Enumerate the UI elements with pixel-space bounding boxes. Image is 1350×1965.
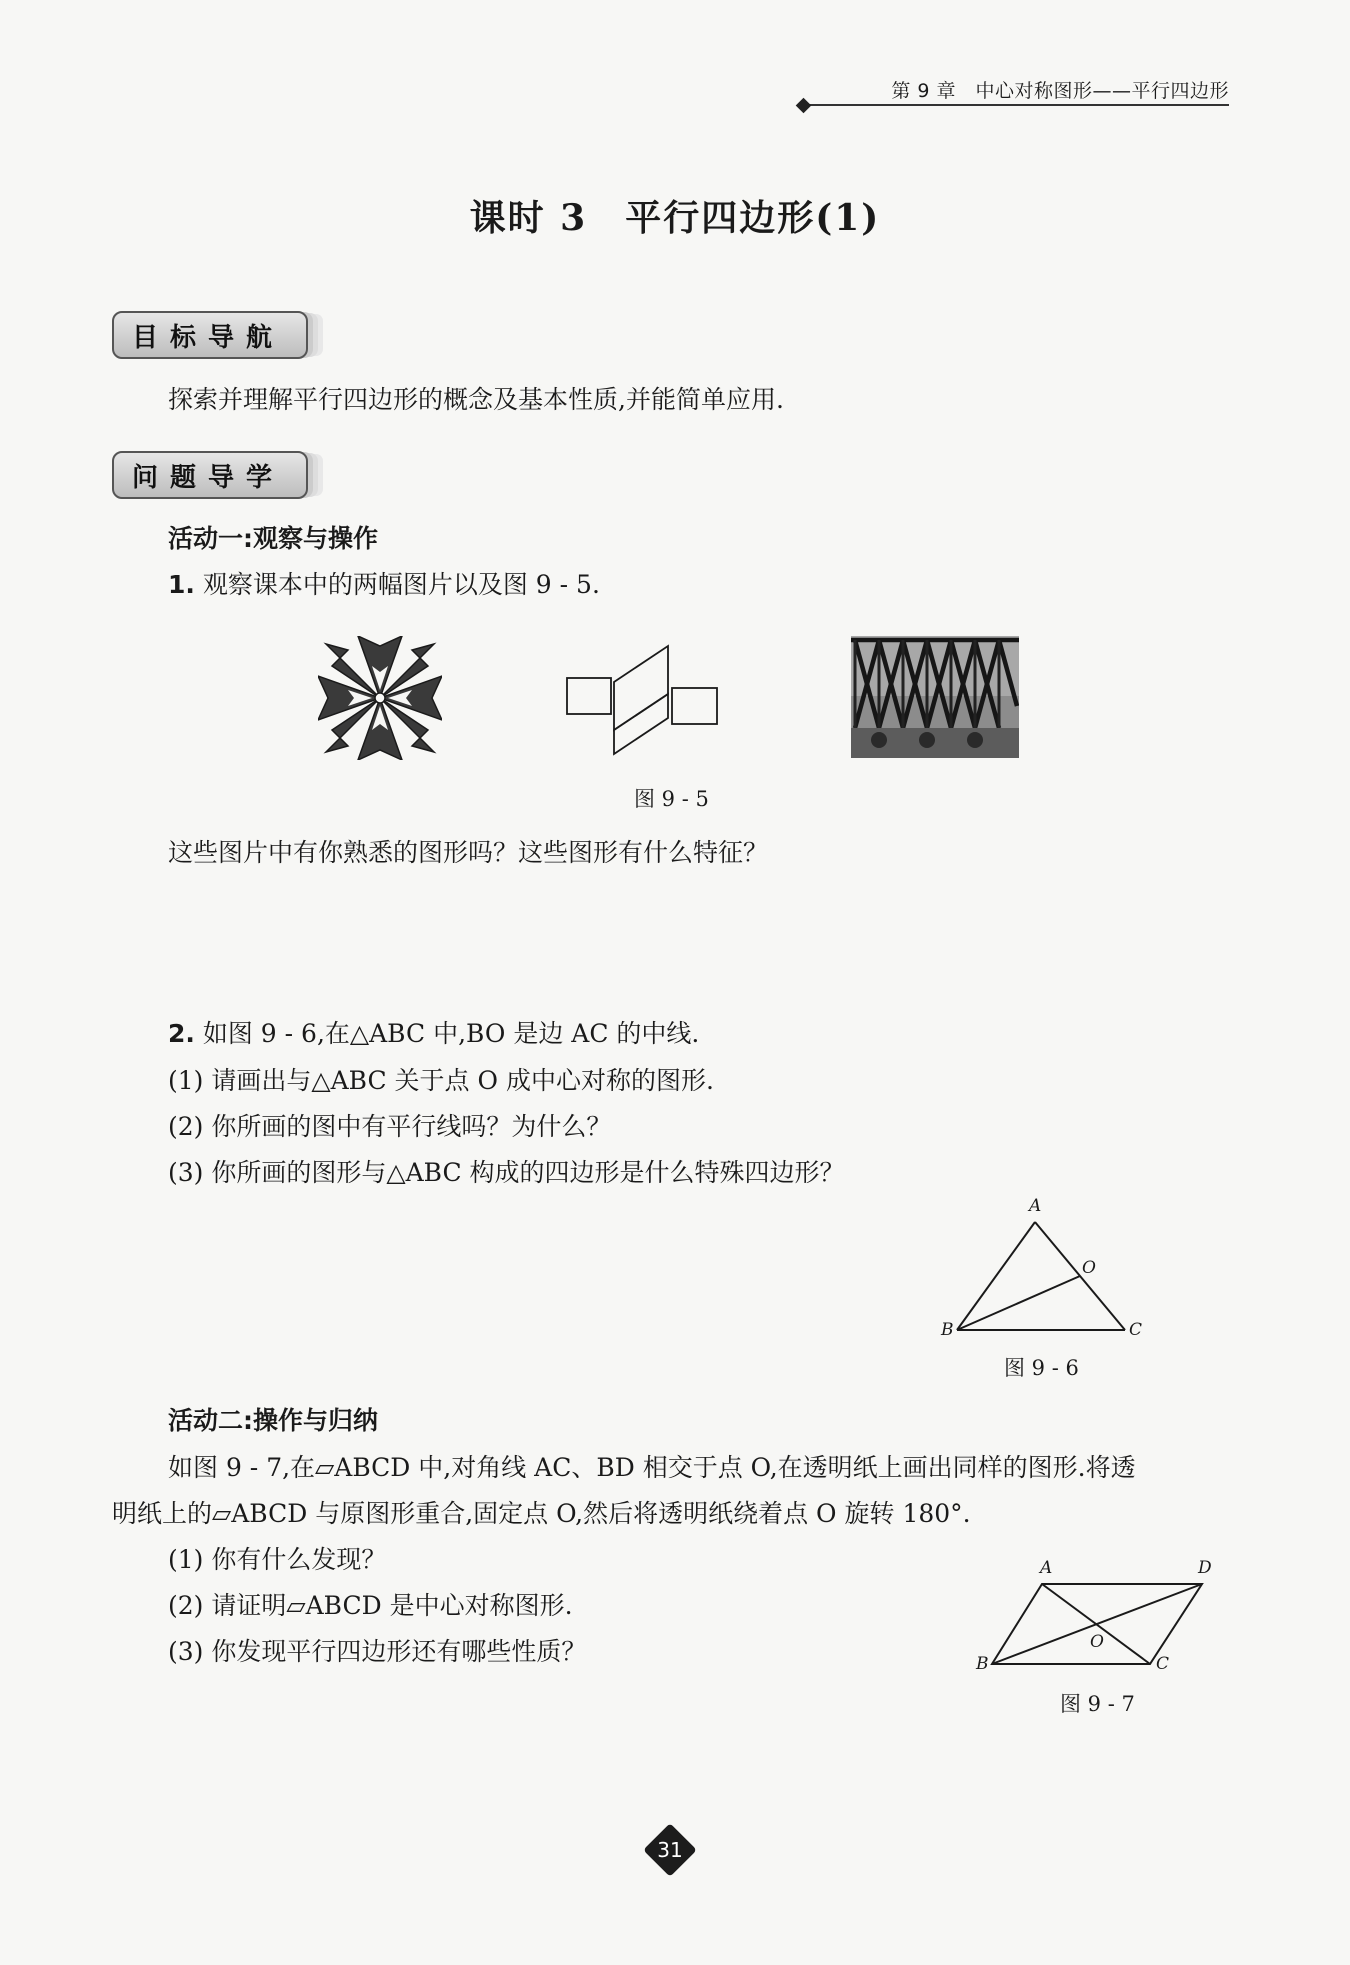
section-badge-study: 问题导学	[112, 451, 308, 499]
activity2-line-2: 明纸上的▱ABCD 与原图形重合,固定点 O,然后将透明纸绕着点 O 旋转 180°.	[112, 1499, 971, 1528]
activity2-sub-1: (1) 你有什么发现？	[168, 1545, 387, 1574]
running-head-text: 第 9 章 中心对称图形——平行四边形	[891, 80, 1229, 102]
question-2-sub-1: (1) 请画出与△ABC 关于点 O 成中心对称的图形.	[168, 1066, 714, 1095]
question-1-number: 1.	[168, 570, 195, 599]
lattice-gate-photo	[851, 636, 1019, 758]
label-b: B	[976, 1654, 989, 1674]
label-c: C	[1156, 1654, 1170, 1674]
parallelogram-pattern-figure	[564, 642, 720, 758]
figure-9-5-caption: 图 9 - 5	[634, 787, 709, 811]
figure-9-6-caption: 图 9 - 6	[1004, 1356, 1079, 1380]
page-number-text: 31	[657, 1838, 683, 1862]
label-o: O	[1090, 1632, 1104, 1652]
section-badge-goal: 目标导航	[112, 311, 308, 359]
running-head	[805, 74, 1229, 106]
activity2-heading: 活动二:操作与归纳	[168, 1406, 378, 1435]
question-2-sub-2: (2) 你所画的图中有平行线吗？为什么？	[168, 1112, 612, 1141]
page-number	[647, 1827, 693, 1873]
label-d: D	[1198, 1558, 1212, 1578]
activity2-sub-2: (2) 请证明▱ABCD 是中心对称图形.	[168, 1591, 573, 1620]
question-2-text: 如图 9 - 6,在△ABC 中,BO 是边 AC 的中线.	[202, 1019, 700, 1048]
diamond-icon	[796, 98, 812, 114]
label-o: O	[1082, 1258, 1096, 1278]
label-c: C	[1129, 1320, 1143, 1340]
activity2-line-1: 如图 9 - 7,在▱ABCD 中,对角线 AC、BD 相交于点 O,在透明纸上画出同样的图形.将透	[168, 1453, 1136, 1482]
figure-9-7-caption: 图 9 - 7	[1060, 1692, 1135, 1716]
page-title: 课时 3 平行四边形(1)	[469, 197, 881, 239]
figure-9-6	[935, 1196, 1155, 1350]
question-2-sub-3: (3) 你所画的图形与△ABC 构成的四边形是什么特殊四边形？	[168, 1158, 845, 1187]
figure-9-7	[976, 1558, 1220, 1680]
label-a: A	[1040, 1558, 1053, 1578]
figure-question: 这些图片中有你熟悉的图形吗？这些图形有什么特征？	[168, 838, 769, 867]
question-1-text: 观察课本中的两幅图片以及图 9 - 5.	[202, 570, 600, 599]
label-b: B	[941, 1320, 954, 1340]
star-pattern-figure	[318, 636, 442, 760]
triangle-abc-diagram	[935, 1202, 1155, 1350]
activity2-sub-3: (3) 你发现平行四边形还有哪些性质？	[168, 1637, 587, 1666]
question-1	[168, 568, 600, 602]
question-2-number: 2.	[168, 1019, 195, 1048]
parallelogram-abcd-diagram	[980, 1560, 1220, 1680]
question-2	[168, 1017, 699, 1051]
activity1-heading: 活动一:观察与操作	[168, 524, 378, 553]
goal-text: 探索并理解平行四边形的概念及基本性质,并能简单应用.	[168, 385, 784, 414]
label-a: A	[1029, 1196, 1042, 1216]
